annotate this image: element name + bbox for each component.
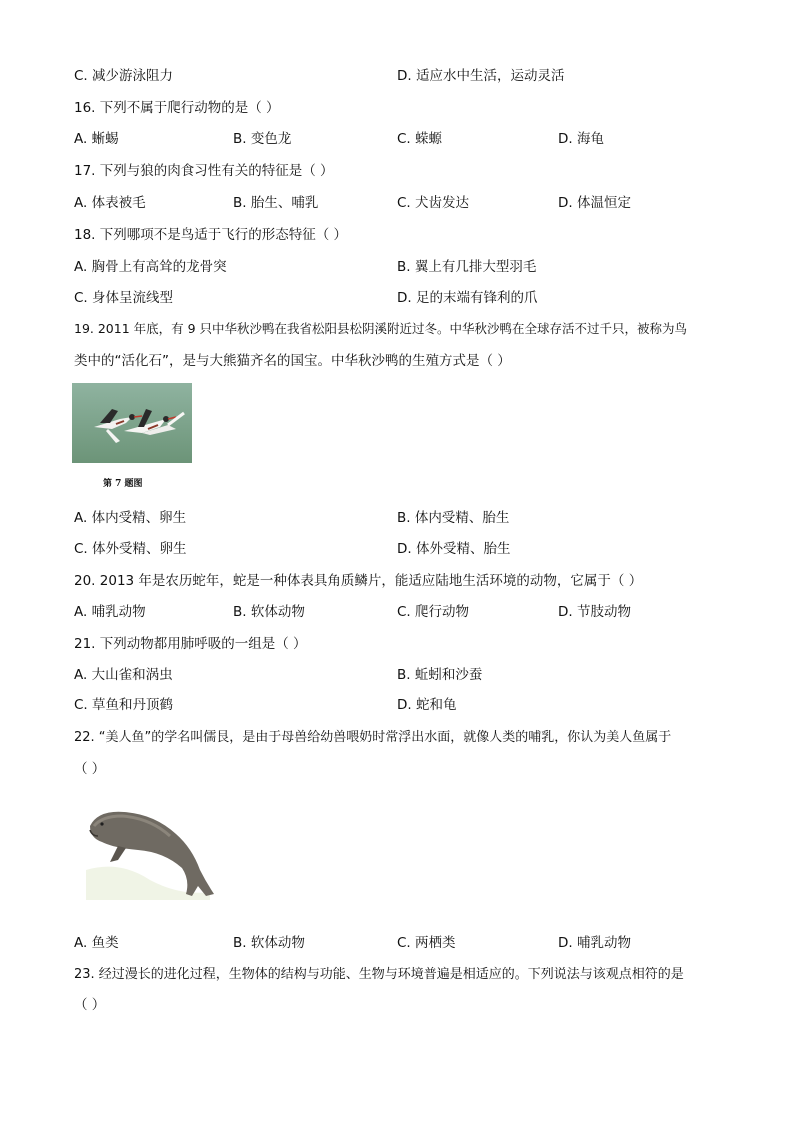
q22-option-b: B. 软体动物 [233,935,305,951]
q18-option-b: B. 翼上有几排大型羽毛 [397,259,537,275]
q17-stem: 17. 下列与狼的肉食习性有关的特征是（ ） [74,163,334,179]
q17-option-a: A. 体表被毛 [74,195,146,211]
q21-option-c: C. 草鱼和丹顶鹤 [74,697,174,713]
q21-option-a: A. 大山雀和涡虫 [74,667,173,683]
q22-option-c: C. 两栖类 [397,935,456,951]
q18-stem: 18. 下列哪项不是鸟适于飞行的形态特征（ ） [74,227,348,243]
q21-stem: 21. 下列动物都用肺呼吸的一组是（ ） [74,636,307,652]
q22-option-a: A. 鱼类 [74,935,119,951]
q19-option-d: D. 体外受精、胎生 [397,541,511,557]
q17-option-b: B. 胎生、哺乳 [233,195,319,211]
q18-option-d: D. 足的末端有锋利的爪 [397,290,538,306]
mergansers-photo [72,383,192,463]
dugong-illustration [80,800,225,905]
q16-option-b: B. 变色龙 [233,131,292,147]
q18-option-c: C. 身体呈流线型 [74,290,174,306]
figure-caption: 第 7 题图 [103,479,143,489]
q22-option-d: D. 哺乳动物 [558,935,631,951]
q18-option-a: A. 胸骨上有高耸的龙骨突 [74,259,227,275]
q16-option-c: C. 蝾螈 [397,131,443,147]
q19-stem-line2: 类中的“活化石”，是与大熊猫齐名的国宝。中华秋沙鸭的生殖方式是（ ） [74,353,511,369]
q19-option-c: C. 体外受精、卵生 [74,541,187,557]
q23-stem-line1: 23. 经过漫长的进化过程，生物体的结构与功能、生物与环境普遍是相适应的。下列说法与该观点相符的是 [74,967,684,982]
q21-option-b: B. 蚯蚓和沙蚕 [397,667,483,683]
q17-option-d: D. 体温恒定 [558,195,631,211]
q16-option-d: D. 海龟 [558,131,604,147]
q20-option-b: B. 软体动物 [233,604,305,620]
q19-option-b: B. 体内受精、胎生 [397,510,510,526]
q22-stem-line1: 22. “美人鱼”的学名叫儒艮，是由于母兽给幼兽喂奶时常浮出水面，就像人类的哺乳，你认为美人鱼属于 [74,730,672,745]
q17-option-c: C. 犬齿发达 [397,195,470,211]
q15-option-c: C. 减少游泳阻力 [74,68,174,84]
q20-option-d: D. 节肢动物 [558,604,631,620]
q16-stem: 16. 下列不属于爬行动物的是（ ） [74,100,280,116]
q15-option-d: D. 适应水中生活，运动灵活 [397,68,565,84]
q22-stem-line2: （ ） [74,761,106,777]
q20-option-c: C. 爬行动物 [397,604,470,620]
q19-stem-line1: 19. 2011 年底，有 9 只中华秋沙鸭在我省松阳县松阴溪附近过冬。中华秋沙鸭在全球存活不过千只，被称为鸟 [74,321,688,336]
q20-option-a: A. 哺乳动物 [74,604,146,620]
q16-option-a: A. 蜥蜴 [74,131,119,147]
q19-option-a: A. 体内受精、卵生 [74,510,187,526]
q20-stem: 20. 2013 年是农历蛇年，蛇是一种体表具角质鳞片，能适应陆地生活环境的动物，它属于（ ） [74,573,643,589]
q21-option-d: D. 蛇和龟 [397,697,457,713]
q23-stem-line2: （ ） [74,997,106,1013]
